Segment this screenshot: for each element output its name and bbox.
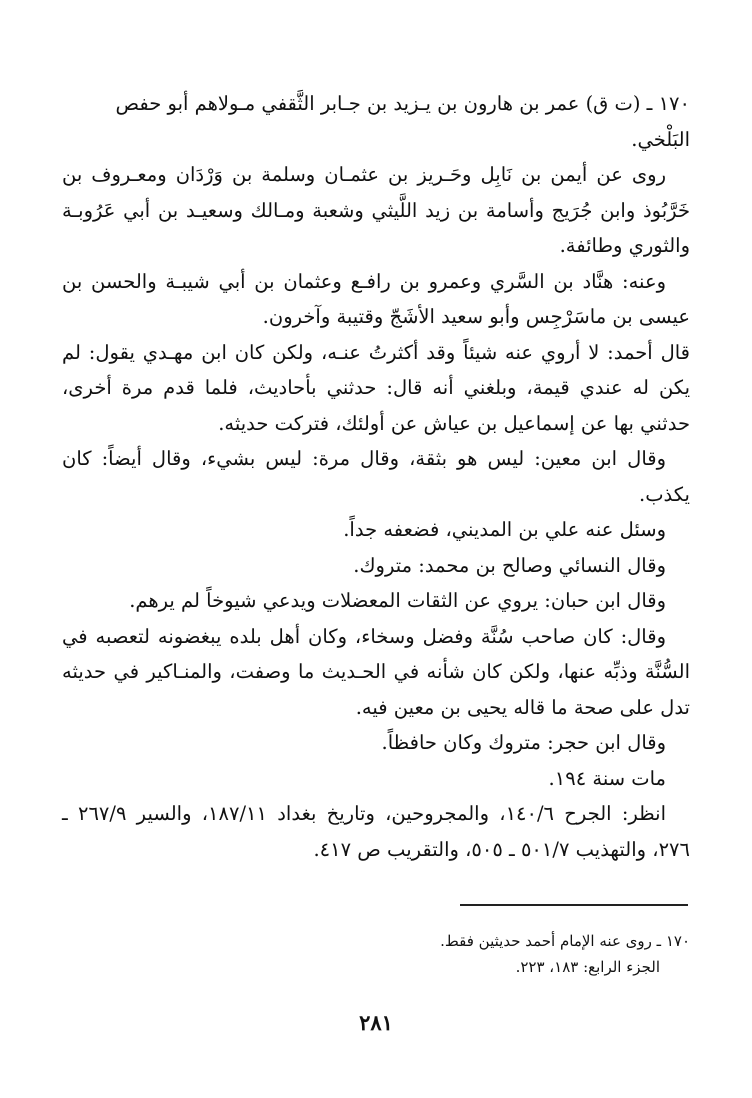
paragraph-references: انظر: الجرح ١٤٠/٦، والمجروحين، وتاريخ بغداد ١٨٧/١١، والسير ٢٦٧/٩ ـ ٢٧٦، والتهذيب ٥٠١/٧ ـ ٥٠٥، والتقريب ص ٤١٧. — [62, 802, 690, 861]
page-number: ٢٨١ — [359, 1010, 393, 1035]
footnote-line-2: الجزء الرابع: ١٨٣، ٢٢٣. — [515, 958, 660, 976]
paragraph-nasai: وقال النسائي وصالح بن محمد: متروك. — [353, 553, 666, 577]
paragraph-ibn-maeen: وقال ابن معين: ليس هو بثقة، وقال مرة: ليس بشيء، وقال أيضاً: كان يكذب. — [62, 447, 690, 506]
footnote-line-1: ١٧٠ ـ روى عنه الإمام أحمد حديثين فقط. — [440, 932, 690, 950]
paragraph-narrated-from: روى عن أيمن بن نَابِل وحَـريز بن عثمـان وسلمة بن وَرْدَان ومعـروف بن خَرَّبُوذ وابن جُرَيج وأسامة بن زيد اللَّيثي وشعبة ومـالك وسعيـد بن أبي عَرُوبـة والثوري وطائفة. — [62, 163, 690, 257]
paragraph-narrators: وعنه: هنَّاد بن السَّري وعمرو بن رافـع وعثمان بن أبي شيبـة والحسن بن عيسى بن ماسَرْجِس وأبو سعيد الأشَجّ وقتيبة وآخرون. — [62, 269, 690, 328]
paragraph-ahmad: قال أحمد: لا أروي عنه شيئاً وقد أكثرتُ عنـه، ولكن كان ابن مهـدي يقول: لم يكن له عندي قيمة، وبلغني أنه قال: حدثني بأحاديث، فلما قدم مرة أخرى، حدثني بها عن إسماعيل بن عياش عن أولئك، فتركت حديثه. — [62, 340, 690, 435]
main-text — [62, 86, 690, 867]
entry-heading-line-1: ١٧٠ ـ (ت ق) عمر بن هارون بن يـزيد بن جـابر الثَّقفي مـولاهم أبو حفص — [115, 92, 690, 115]
paragraph-death: مات سنة ١٩٤. — [548, 766, 666, 790]
footnotes — [62, 928, 690, 980]
paragraph-sunna: وقال: كان صاحب سُنَّة وفضل وسخاء، وكان أهل بلده يبغضونه لتعصبه في السُّنَّة وذبِّه عنها، ولكن كان شأنه في الحـديث ما وصفت، والمنـاكير في حديثه تدل على صحة ما قاله يحيى بن معين فيه. — [62, 624, 690, 719]
paragraph-ibn-madini: وسئل عنه علي بن المديني، فضعفه جداً. — [343, 518, 666, 541]
paragraph-ibn-hibban: وقال ابن حبان: يروي عن الثقات المعضلات ويدعي شيوخاً لم يرهم. — [129, 589, 666, 612]
paragraph-ibn-hajar: وقال ابن حجر: متروك وكان حافظاً. — [381, 731, 666, 754]
entry-heading-line-2: البَلْخي. — [631, 127, 690, 151]
footnote-divider — [460, 904, 688, 906]
